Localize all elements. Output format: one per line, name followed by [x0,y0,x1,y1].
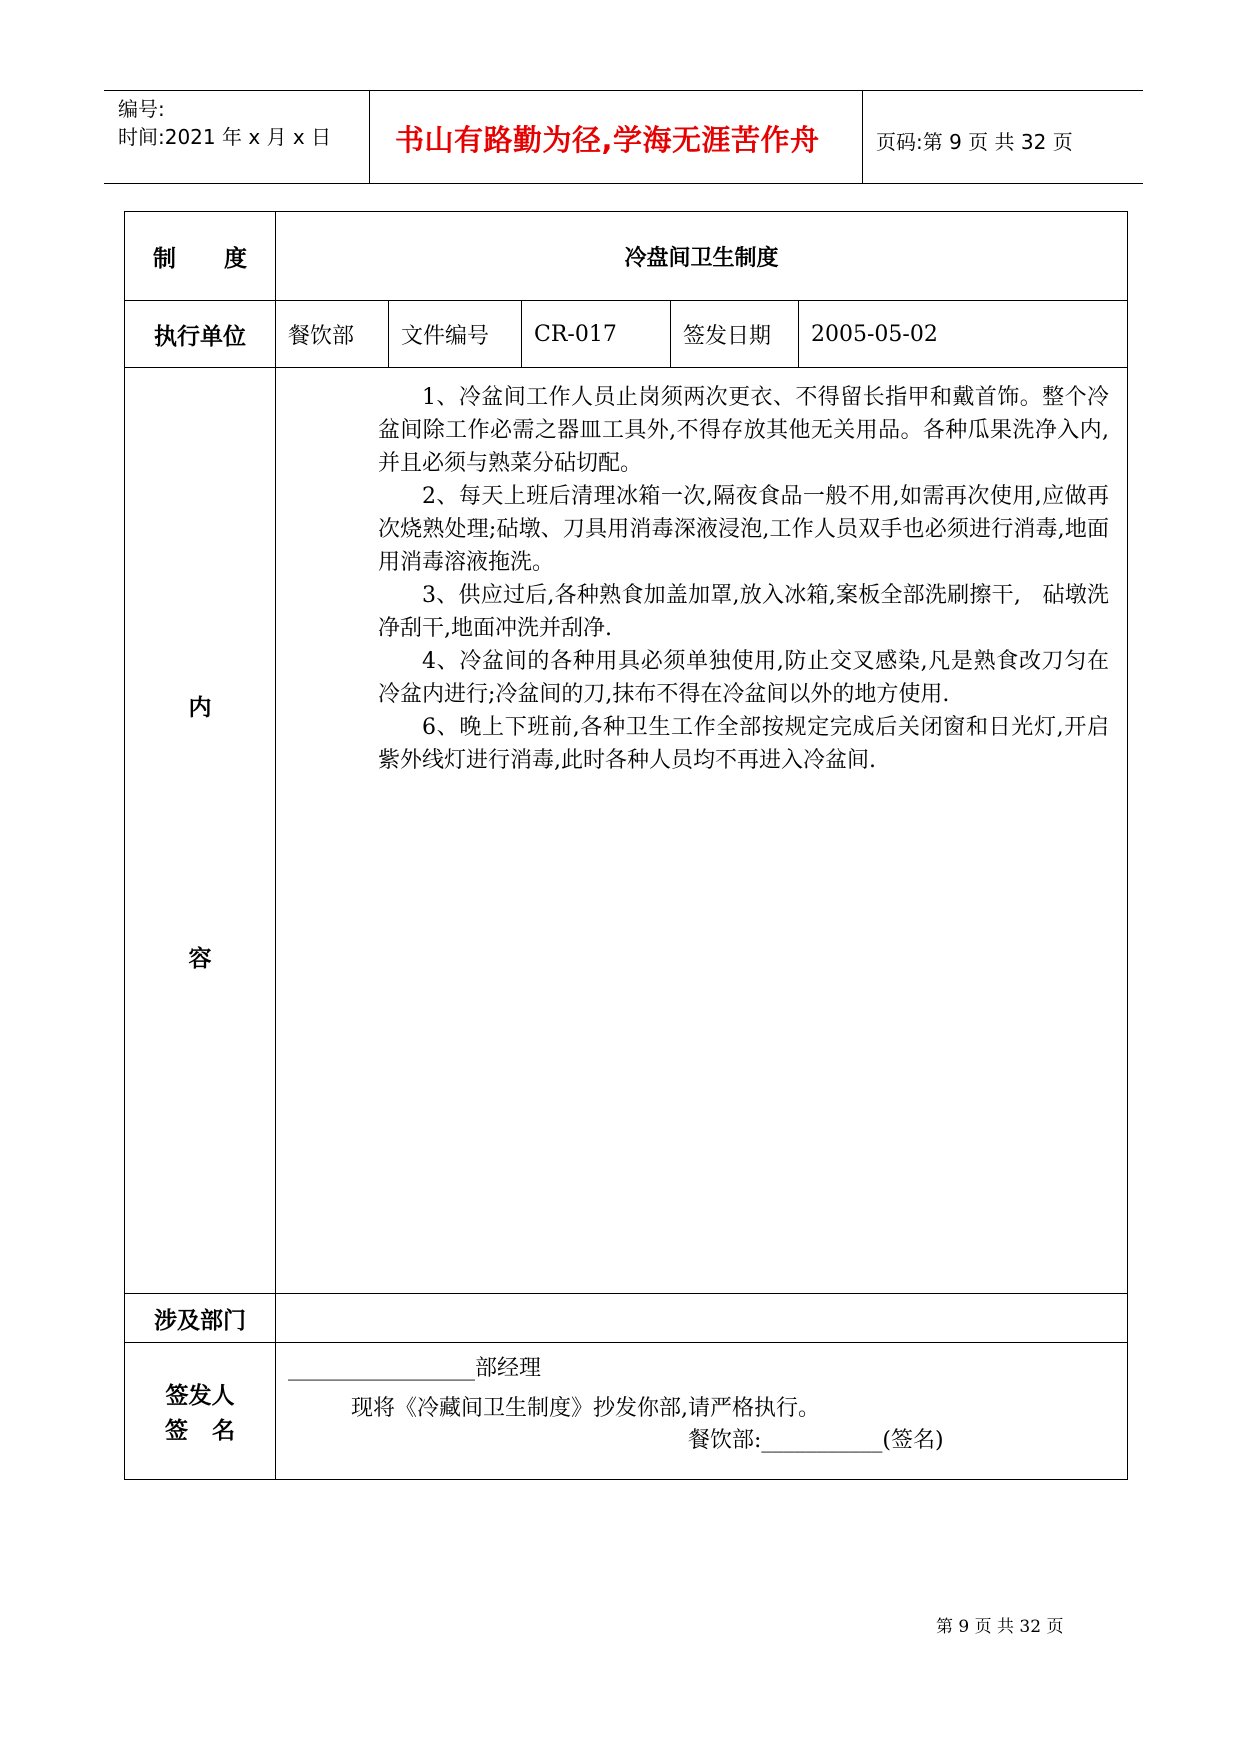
content-label-cell [125,368,276,1294]
header-top-rule [104,90,1143,91]
sign-dept-line: 餐饮部:___________(签名) [688,1428,944,1453]
dept-value [276,1294,1128,1343]
doc-no-value: CR-017 [522,301,671,368]
header-number-label: 编号: [118,97,165,121]
dept-label: 涉及部门 [125,1294,276,1343]
doc-no-label: 文件编号 [389,301,522,368]
issue-date-label: 签发日期 [671,301,799,368]
page-footer: 第 9 页 共 32 页 [936,1617,1064,1637]
content-paragraph-5: 6、晚上下班前,各种卫生工作全部按规定完成后关闭窗和日光灯,开启紫外线灯进行消毒,此时各种人员均不再进入冷盆间. [378,715,1110,773]
form-row-dept [125,1294,1128,1343]
header-page-label: 页码:第 9 页 共 32 页 [876,130,1073,154]
system-label: 制 度 [125,212,276,301]
content-label-bottom: 容 [188,946,212,972]
exec-unit-label: 执行单位 [125,301,276,368]
signer-label [125,1343,276,1480]
form-row-signer [125,1343,1128,1480]
content-body [276,368,1128,1294]
content-label-top: 内 [188,695,212,721]
sign-notice-line: 现将《冷藏间卫生制度》抄发你部,请严格执行。 [351,1396,820,1421]
signer-label-line2: 签 名 [164,1418,236,1444]
header-bottom-rule [104,183,1143,184]
signer-body [276,1343,1128,1480]
header-divider-left [369,91,370,184]
form-row-meta [125,301,1128,368]
header-motto: 书山有路勤为径,学海无涯苦作舟 [395,123,820,157]
issue-date-value: 2005-05-02 [799,301,1128,368]
system-title: 冷盘间卫生制度 [276,212,1128,301]
sign-manager-line: _________________部经理 [288,1356,542,1381]
signer-label-line1: 签发人 [165,1383,235,1409]
header-divider-right [862,91,863,184]
regulation-form [124,211,1128,1480]
content-paragraph-4: 4、冷盆间的各种用具必须单独使用,防止交叉感染,凡是熟食改刀匀在冷盆内进行;冷盆间的刀,抹布不得在冷盆间以外的地方使用. [378,649,1110,707]
exec-unit-value: 餐饮部 [276,301,389,368]
header-time-label: 时间:2021 年 x 月 x 日 [118,125,332,149]
content-paragraph-2: 2、每天上班后清理冰箱一次,隔夜食品一般不用,如需再次使用,应做再次烧熟处理;砧墩、刀具用消毒深液浸泡,工作人员双手也必须进行消毒,地面用消毒溶液拖洗。 [378,484,1110,575]
form-row-content [125,368,1128,1294]
form-row-system [125,212,1128,301]
content-paragraph-3: 3、供应过后,各种熟食加盖加罩,放入冰箱,案板全部洗刷擦干, 砧墩洗净刮干,地面冲洗并刮净. [378,583,1110,641]
content-paragraph-1: 1、冷盆间工作人员止岗须两次更衣、不得留长指甲和戴首饰。整个冷盆间除工作必需之器皿工具外,不得存放其他无关用品。各种瓜果洗净入内,并且必须与熟菜分砧切配。 [378,385,1110,476]
